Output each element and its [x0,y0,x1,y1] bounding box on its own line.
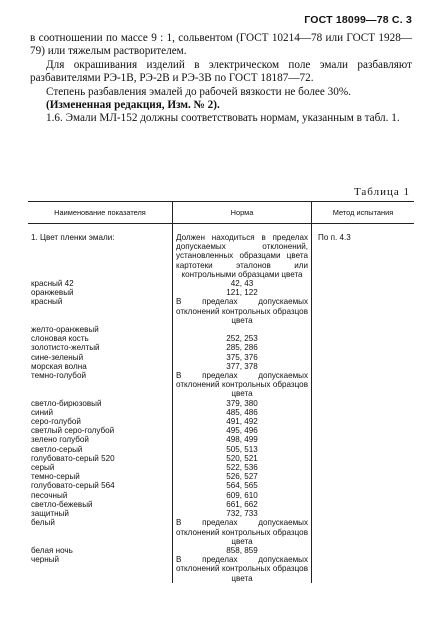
body-text [30,32,412,126]
indicator-cell: синий [28,408,173,417]
indicator-cell: песочный [28,491,173,500]
indicator-cell: красный [28,297,173,325]
norm-cell: 661, 662 [173,500,312,509]
norm-cell: В пределах допускаемых отклонений контрольных образцов цвета [173,555,312,583]
norm-cell: 505, 513 [173,445,312,454]
indicator-cell: серо-голубой [28,417,173,426]
method-cell [312,546,415,555]
indicator-cell: голубовато-серый 564 [28,481,173,490]
indicator-cell: зелено голубой [28,435,173,444]
norm-cell: 732, 733 [173,509,312,518]
indicator-cell: голубовато-серый 520 [28,454,173,463]
table-row [28,224,414,280]
norm-cell: 498, 499 [173,435,312,444]
method-cell [312,435,415,444]
table-row [28,399,414,408]
indicator-cell: сине-зеленый [28,353,173,362]
norm-cell: Должен находиться в пределах допускаемых отклонений, установленных образцами цвета картотеки эталонов или контрольными образцами цвета [173,224,312,280]
indicator-cell: слоновая кость [28,334,173,343]
method-cell [312,362,415,371]
method-cell [312,518,415,546]
method-cell [312,288,415,297]
method-cell [312,472,415,481]
paragraph-3: Степень разбавления эмалей до рабочей вязкости не более 30%. [46,85,351,98]
norm-cell: 564, 565 [173,481,312,490]
indicator-cell: морская волна [28,362,173,371]
method-cell [312,417,415,426]
method-cell [312,481,415,490]
norm-cell: 379, 380 [173,399,312,408]
norm-cell: 491, 492 [173,417,312,426]
method-cell [312,334,415,343]
table-row [28,491,414,500]
table-row [28,463,414,472]
norm-cell [173,325,312,334]
indicator-cell: защитный [28,509,173,518]
norm-cell: 42, 43 [173,279,312,288]
method-cell [312,491,415,500]
norm-cell: 377, 378 [173,362,312,371]
norm-cell: В пределах допускаемых отклонений контрольных образцов цвета [173,371,312,399]
norm-cell: 121, 122 [173,288,312,297]
table-row [28,288,414,297]
table-row [28,454,414,463]
method-cell [312,408,415,417]
norm-cell: 285, 286 [173,343,312,352]
paragraph-5: 1.6. Эмали МЛ-152 должны соответствовать нормам, указанным в табл. 1. [46,112,400,125]
indicator-cell: золотисто-желтый [28,343,173,352]
indicator-cell: светло-бежевый [28,500,173,509]
table-row [28,371,414,399]
amendment-note: (Измененная редакция, Изм. № 2). [46,99,220,112]
table-row [28,481,414,490]
indicator-cell: желто-оранжевый [28,325,173,334]
table-row [28,472,414,481]
table-row [28,362,414,371]
norm-cell: В пределах допускаемых отклонений контрольных образцов цвета [173,518,312,546]
table-row [28,279,414,288]
table-row [28,509,414,518]
indicator-cell: светло-серый [28,445,173,454]
method-cell: По п. 4.3 [318,233,351,242]
norm-cell: 495, 496 [173,426,312,435]
norm-cell: 609, 610 [173,491,312,500]
norm-cell: 252, 253 [173,334,312,343]
norm-cell: 485, 486 [173,408,312,417]
paragraph-2: Для окрашивания изделий в электрическом поле эмали разбавляют разбавителями РЭ-1В, РЭ-2В и РЭ-3В по ГОСТ 18187—72. [30,58,412,85]
table-row [28,555,414,583]
indicator-cell: белая ночь [28,546,173,555]
method-cell [312,555,415,583]
method-cell [312,426,415,435]
table-title: Таблица 1 [353,186,410,198]
norm-cell: 522, 536 [173,463,312,472]
col-header-indicator: Наименование показателя [28,202,173,224]
norms-table [28,201,414,583]
table-row [28,343,414,352]
table-row [28,408,414,417]
indicator-cell: темно-голубой [28,371,173,399]
page-header: ГОСТ 18099—78 С. 3 [304,14,412,26]
method-cell [312,399,415,408]
method-cell [312,325,415,334]
paragraph-1: в соотношении по массе 9 : 1, сольвентом (ГОСТ 10214—78 или ГОСТ 1928—79) или тяжелым растворителем. [30,32,412,58]
col-header-norm: Норма [173,202,312,224]
method-cell [312,353,415,362]
table-row [28,546,414,555]
norm-cell: 526, 527 [173,472,312,481]
table-row [28,435,414,444]
indicator-cell: 1. Цвет пленки эмали: [28,224,173,280]
col-header-method: Метод испытания [312,202,415,224]
method-cell [312,343,415,352]
table-row [28,334,414,343]
norm-cell: 858, 859 [173,546,312,555]
method-cell [312,500,415,509]
method-cell [312,454,415,463]
indicator-cell: красный 42 [28,279,173,288]
indicator-cell: оранжевый [28,288,173,297]
table-row [28,518,414,546]
indicator-cell: светло-бирюзовый [28,399,173,408]
norm-cell: В пределах допускаемых отклонений контрольных образцов цвета [173,297,312,325]
table-row [28,325,414,334]
table-row [28,426,414,435]
table-row [28,500,414,509]
table-row [28,417,414,426]
method-cell [312,279,415,288]
table-header-row [28,202,414,224]
norm-cell: 520, 521 [173,454,312,463]
indicator-cell: серый [28,463,173,472]
indicator-cell: черный [28,555,173,583]
indicator-cell: светлый серо-голубой [28,426,173,435]
norm-cell: 375, 376 [173,353,312,362]
table-row [28,297,414,325]
table-row [28,445,414,454]
table-row [28,353,414,362]
method-cell [312,509,415,518]
indicator-cell: темно-серый [28,472,173,481]
method-cell [312,463,415,472]
method-cell [312,371,415,399]
method-cell [312,445,415,454]
indicator-cell: белый [28,518,173,546]
method-cell [312,297,415,325]
